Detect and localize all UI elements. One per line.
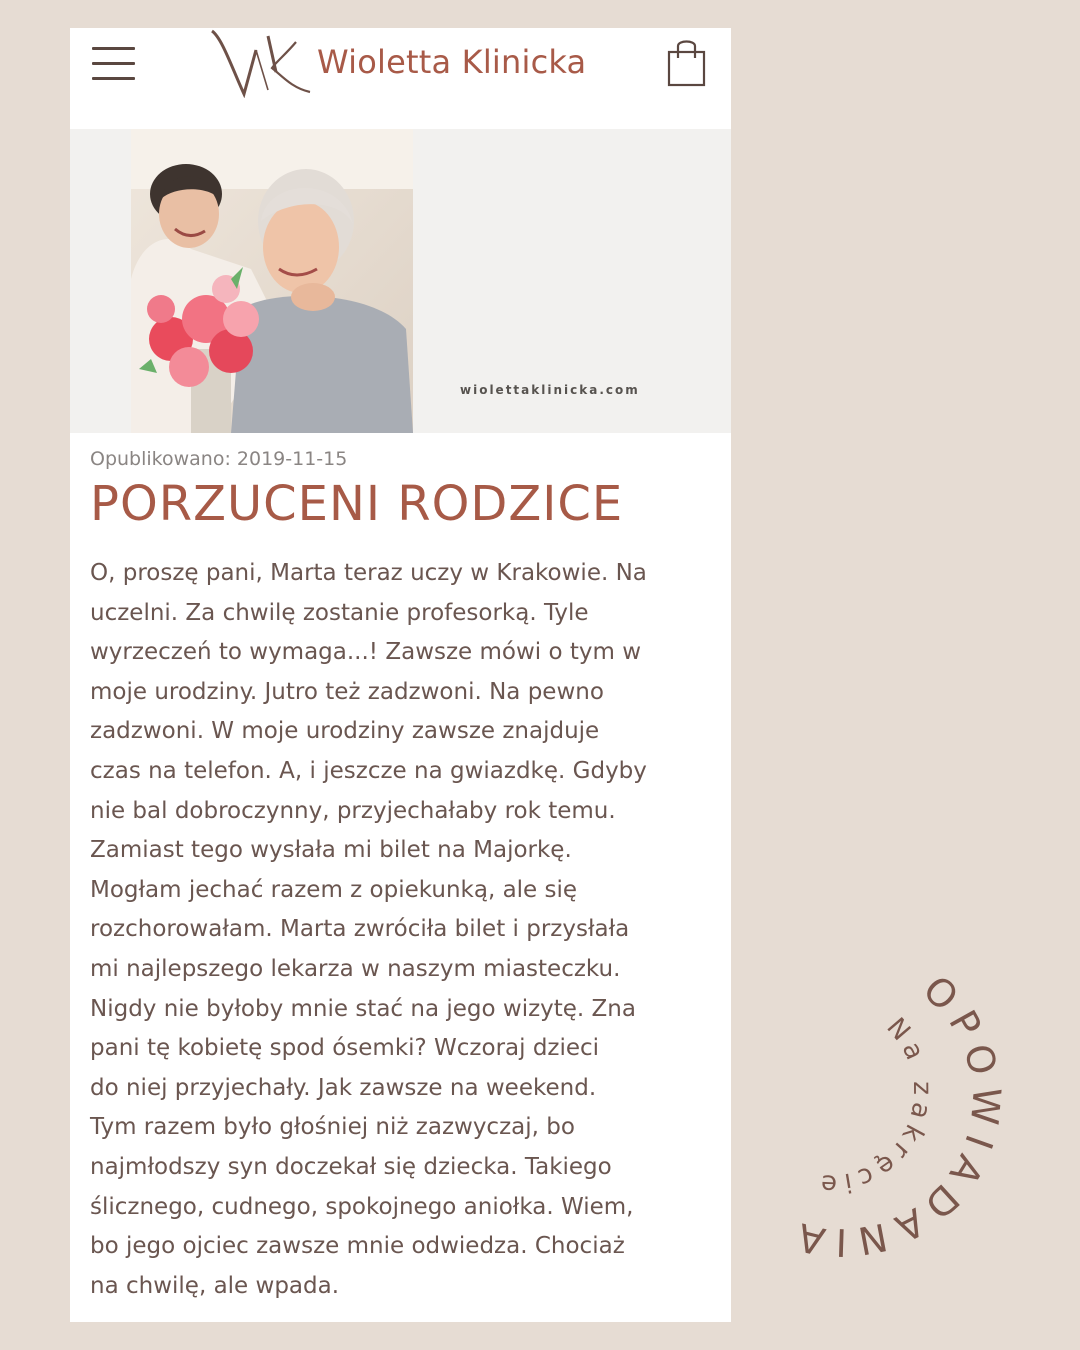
article-body <box>90 554 720 1306</box>
mother-daughter-flowers-image <box>131 129 413 433</box>
article-body-line: ślicznego, cudnego, spokojnego aniołka. Wiem, <box>90 1193 634 1220</box>
article-body-line: do niej przyjechały. Jak zawsze na weekend. <box>90 1074 597 1101</box>
svg-text:OPOWIADANIA <box>785 967 1009 1260</box>
phone-screen <box>70 28 731 1322</box>
stamp-outer-text: OPOWIADANIA <box>784 967 1009 1260</box>
article-body-line: wyrzeczeń to wymaga...! Zawsze mówi o tym w <box>90 639 642 666</box>
article-body-line: nie bal dobroczynny, przyjechałaby rok temu. <box>90 797 616 824</box>
article-body-line: Tym razem było głośniej niż zazwyczaj, bo <box>90 1114 575 1141</box>
article-body-line: pani tę kobietę spod ósemki? Wczoraj dzieci <box>90 1035 600 1062</box>
article-body-line: mi najlepszego lekarza w naszym miasteczku. <box>90 955 621 982</box>
article-body-line: Nigdy nie byłoby mnie stać na jego wizytę. Zna <box>90 995 636 1022</box>
article-body-line: rozchorowałam. Marta zwróciła bilet i przysłała <box>90 916 630 943</box>
article-body-line: czas na telefon. A, i jeszcze na gwiazdkę. Gdyby <box>90 757 647 784</box>
article-body-line: Zamiast tego wysłała mi bilet na Majorkę. <box>90 837 572 864</box>
article-body-line: uczelni. Za chwilę zostanie profesorką. Tyle <box>90 599 589 626</box>
article-body-line: O, proszę pani, Marta teraz uczy w Krakowie. Na <box>90 560 647 586</box>
site-header <box>70 28 731 129</box>
brand-name: Wioletta Klinicka <box>317 43 587 81</box>
article-title: PORZUCENI RODZICE <box>90 476 624 532</box>
hero-photo <box>131 129 413 433</box>
publish-date: Opublikowano: 2019-11-15 <box>90 448 348 470</box>
site-url-watermark: wiolettaklinicka.com <box>460 383 640 397</box>
hero-banner <box>70 129 731 433</box>
brand-logo[interactable] <box>210 28 600 98</box>
article-body-line: zadzwoni. W moje urodziny zawsze znajduje <box>90 718 600 745</box>
opowiadania-stamp <box>745 960 1045 1260</box>
article-body-line: na chwilę, ale wpada. <box>90 1272 340 1299</box>
article-body-line: bo jego ojciec zawsze mnie odwiedza. Chociaż <box>90 1233 625 1260</box>
shopping-bag-icon[interactable] <box>667 38 707 88</box>
svg-text:Na zakręcie <box>814 1012 937 1199</box>
article-body-line: najmłodszy syn doczekał się dziecka. Takiego <box>90 1153 612 1180</box>
hamburger-menu-icon[interactable] <box>92 45 136 83</box>
wk-monogram-icon <box>210 28 315 98</box>
stamp-inner-text: Na zakręcie <box>814 1012 938 1199</box>
article-body-line: moje urodziny. Jutro też zadzwoni. Na pewno <box>90 678 604 705</box>
article-body-line: Mogłam jechać razem z opiekunką, ale się <box>90 876 578 903</box>
